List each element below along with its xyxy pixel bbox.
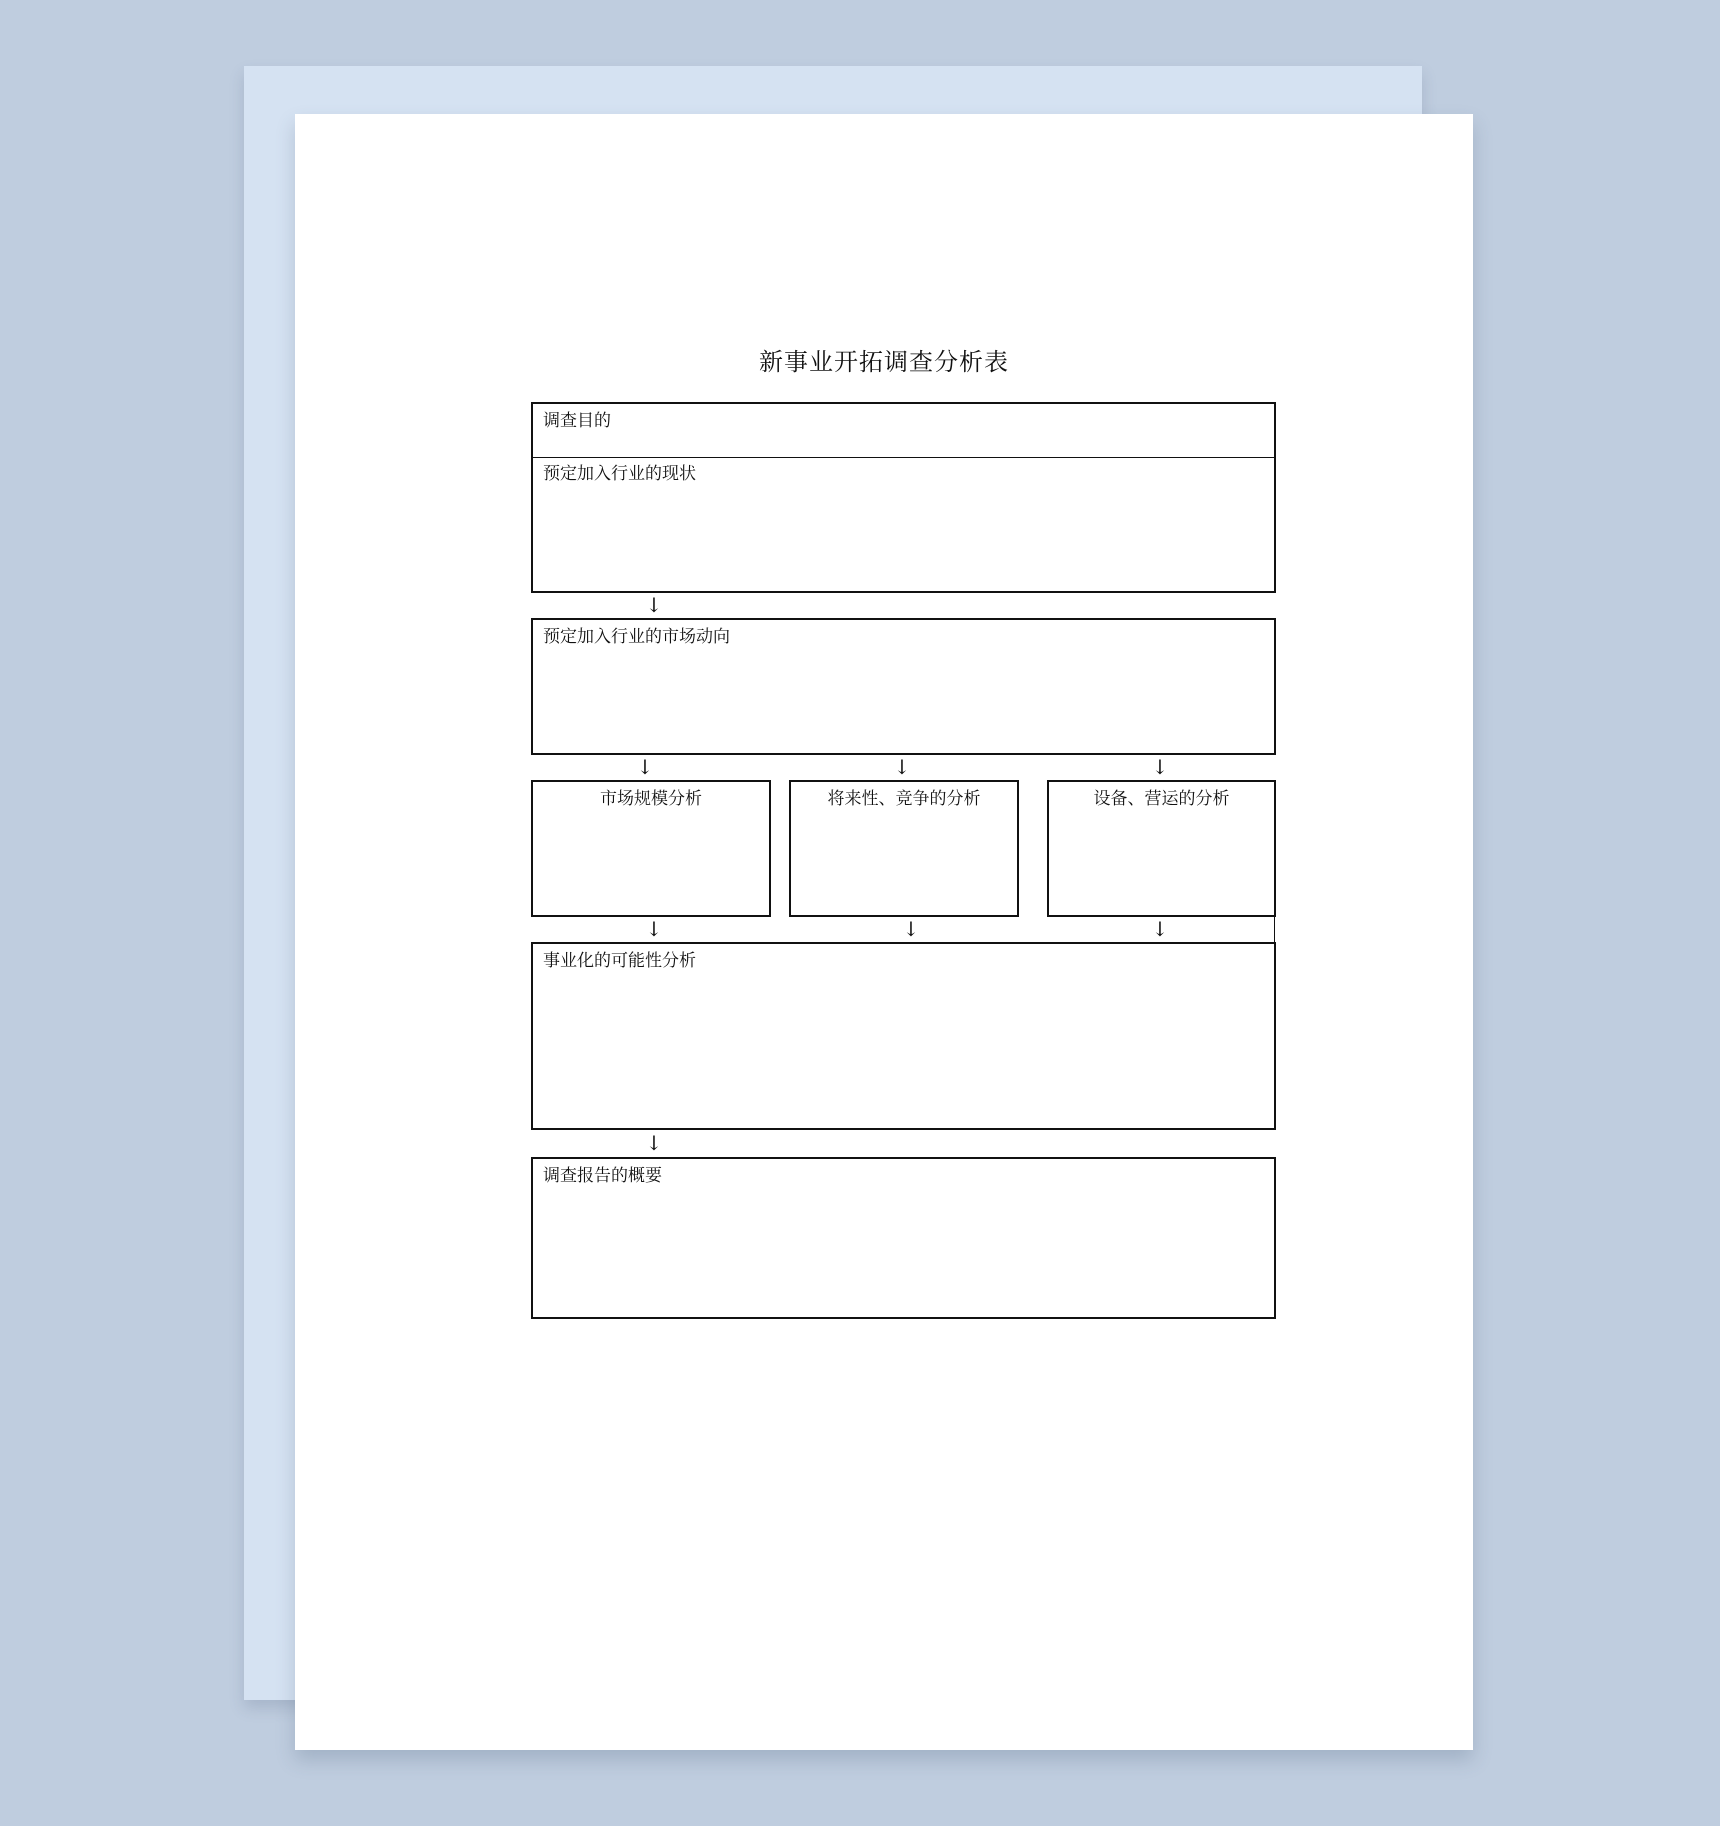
future-competition-label: 将来性、竞争的分析 [827, 789, 981, 809]
feasibility-box [531, 942, 1276, 1130]
section-divider [533, 457, 1274, 458]
purpose-label: 调查目的 [543, 411, 611, 431]
market-trend-label: 预定加入行业的市场动向 [543, 627, 730, 647]
market-trend-box [531, 618, 1276, 755]
report-summary-box [531, 1157, 1276, 1319]
flow-arrow: ↓ [1151, 755, 1169, 779]
flow-arrow: ↓ [902, 917, 920, 941]
flow-arrow: ↓ [645, 593, 663, 617]
flow-arrow: ↓ [893, 755, 911, 779]
flow-arrow: ↓ [645, 1131, 663, 1155]
flow-arrow: ↓ [636, 755, 654, 779]
market-scale-label: 市场规模分析 [600, 789, 702, 809]
flow-arrow: ↓ [1151, 917, 1169, 941]
market-scale-box [531, 780, 771, 917]
flow-arrow: ↓ [645, 917, 663, 941]
report-summary-label: 调查报告的概要 [543, 1166, 662, 1186]
future-competition-box [789, 780, 1019, 917]
document-title: 新事业开拓调查分析表 [759, 348, 1009, 376]
feasibility-label: 事业化的可能性分析 [543, 951, 696, 971]
equipment-operation-label: 设备、营运的分析 [1093, 789, 1230, 809]
purpose-status-box [531, 402, 1276, 593]
equipment-operation-box [1047, 780, 1276, 917]
current-status-label: 预定加入行业的现状 [543, 464, 696, 484]
connector-line [1274, 917, 1275, 943]
document-page [295, 114, 1473, 1750]
